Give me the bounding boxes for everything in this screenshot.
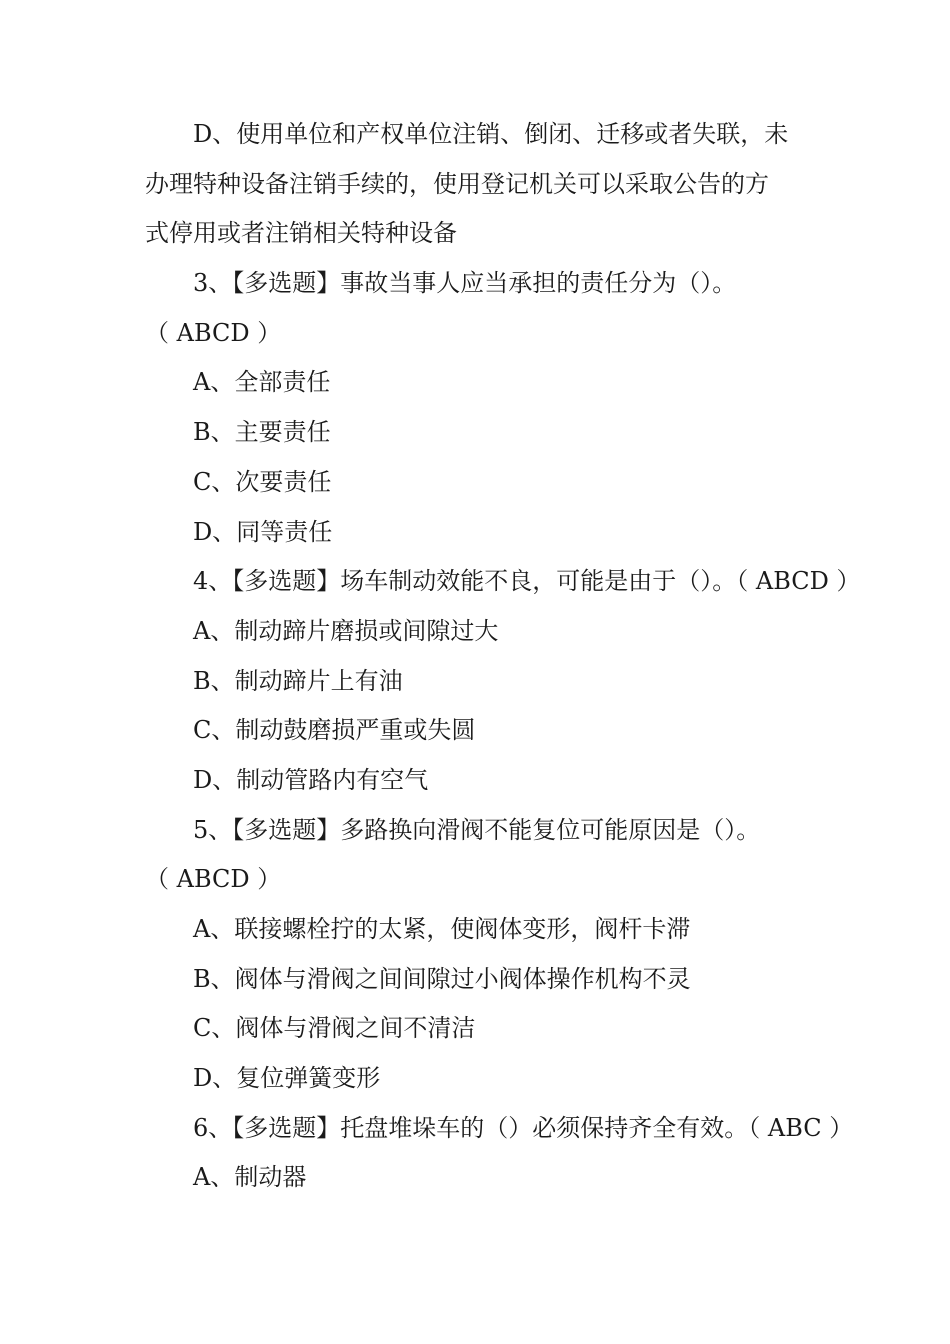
q2-option-d-line3: 式停用或者注销相关特种设备 [145,219,457,248]
q6-option-a: A、制动器 [193,1163,307,1192]
document-body [145,110,861,1203]
q4-option-d: D、制动管路内有空气 [193,765,429,794]
q3-answer: （ ABCD ） [145,318,282,347]
q6-stem: 6、【多选题】托盘堆垛车的（）必须保持齐全有效。（ ABC ） [193,1113,854,1142]
q2-option-d-line1: D、使用单位和产权单位注销、倒闭、迁移或者失联，未 [193,120,789,148]
q4-stem: 4、【多选题】场车制动效能不良，可能是由于（）。（ ABCD ） [193,567,861,596]
q4-option-c: C、制动鼓磨损严重或失圆 [193,716,476,745]
q2-option-d-line2: 办理特种设备注销手续的，使用登记机关可以采取公告的方 [145,169,769,198]
q3-stem: 3、【多选题】事故当事人应当承担的责任分为（）。 [193,269,737,298]
q4-option-b: B、制动蹄片上有油 [193,666,403,695]
q5-option-c: C、阀体与滑阀之间不清洁 [193,1014,476,1043]
q4-option-a: A、制动蹄片磨损或间隙过大 [193,616,499,645]
q5-answer: （ ABCD ） [145,865,282,894]
q3-option-b: B、主要责任 [193,418,331,447]
q3-option-d: D、同等责任 [193,517,333,546]
q3-option-a: A、全部责任 [193,368,331,397]
q3-option-c: C、次要责任 [193,467,332,496]
q5-option-d: D、复位弹簧变形 [193,1064,381,1093]
q5-option-a: A、联接螺栓拧的太紧，使阀体变形，阀杆卡滞 [193,915,691,943]
q5-option-b: B、阀体与滑阀之间间隙过小阀体操作机构不灵 [193,964,691,993]
q5-stem: 5、【多选题】多路换向滑阀不能复位可能原因是（）。 [193,815,761,844]
